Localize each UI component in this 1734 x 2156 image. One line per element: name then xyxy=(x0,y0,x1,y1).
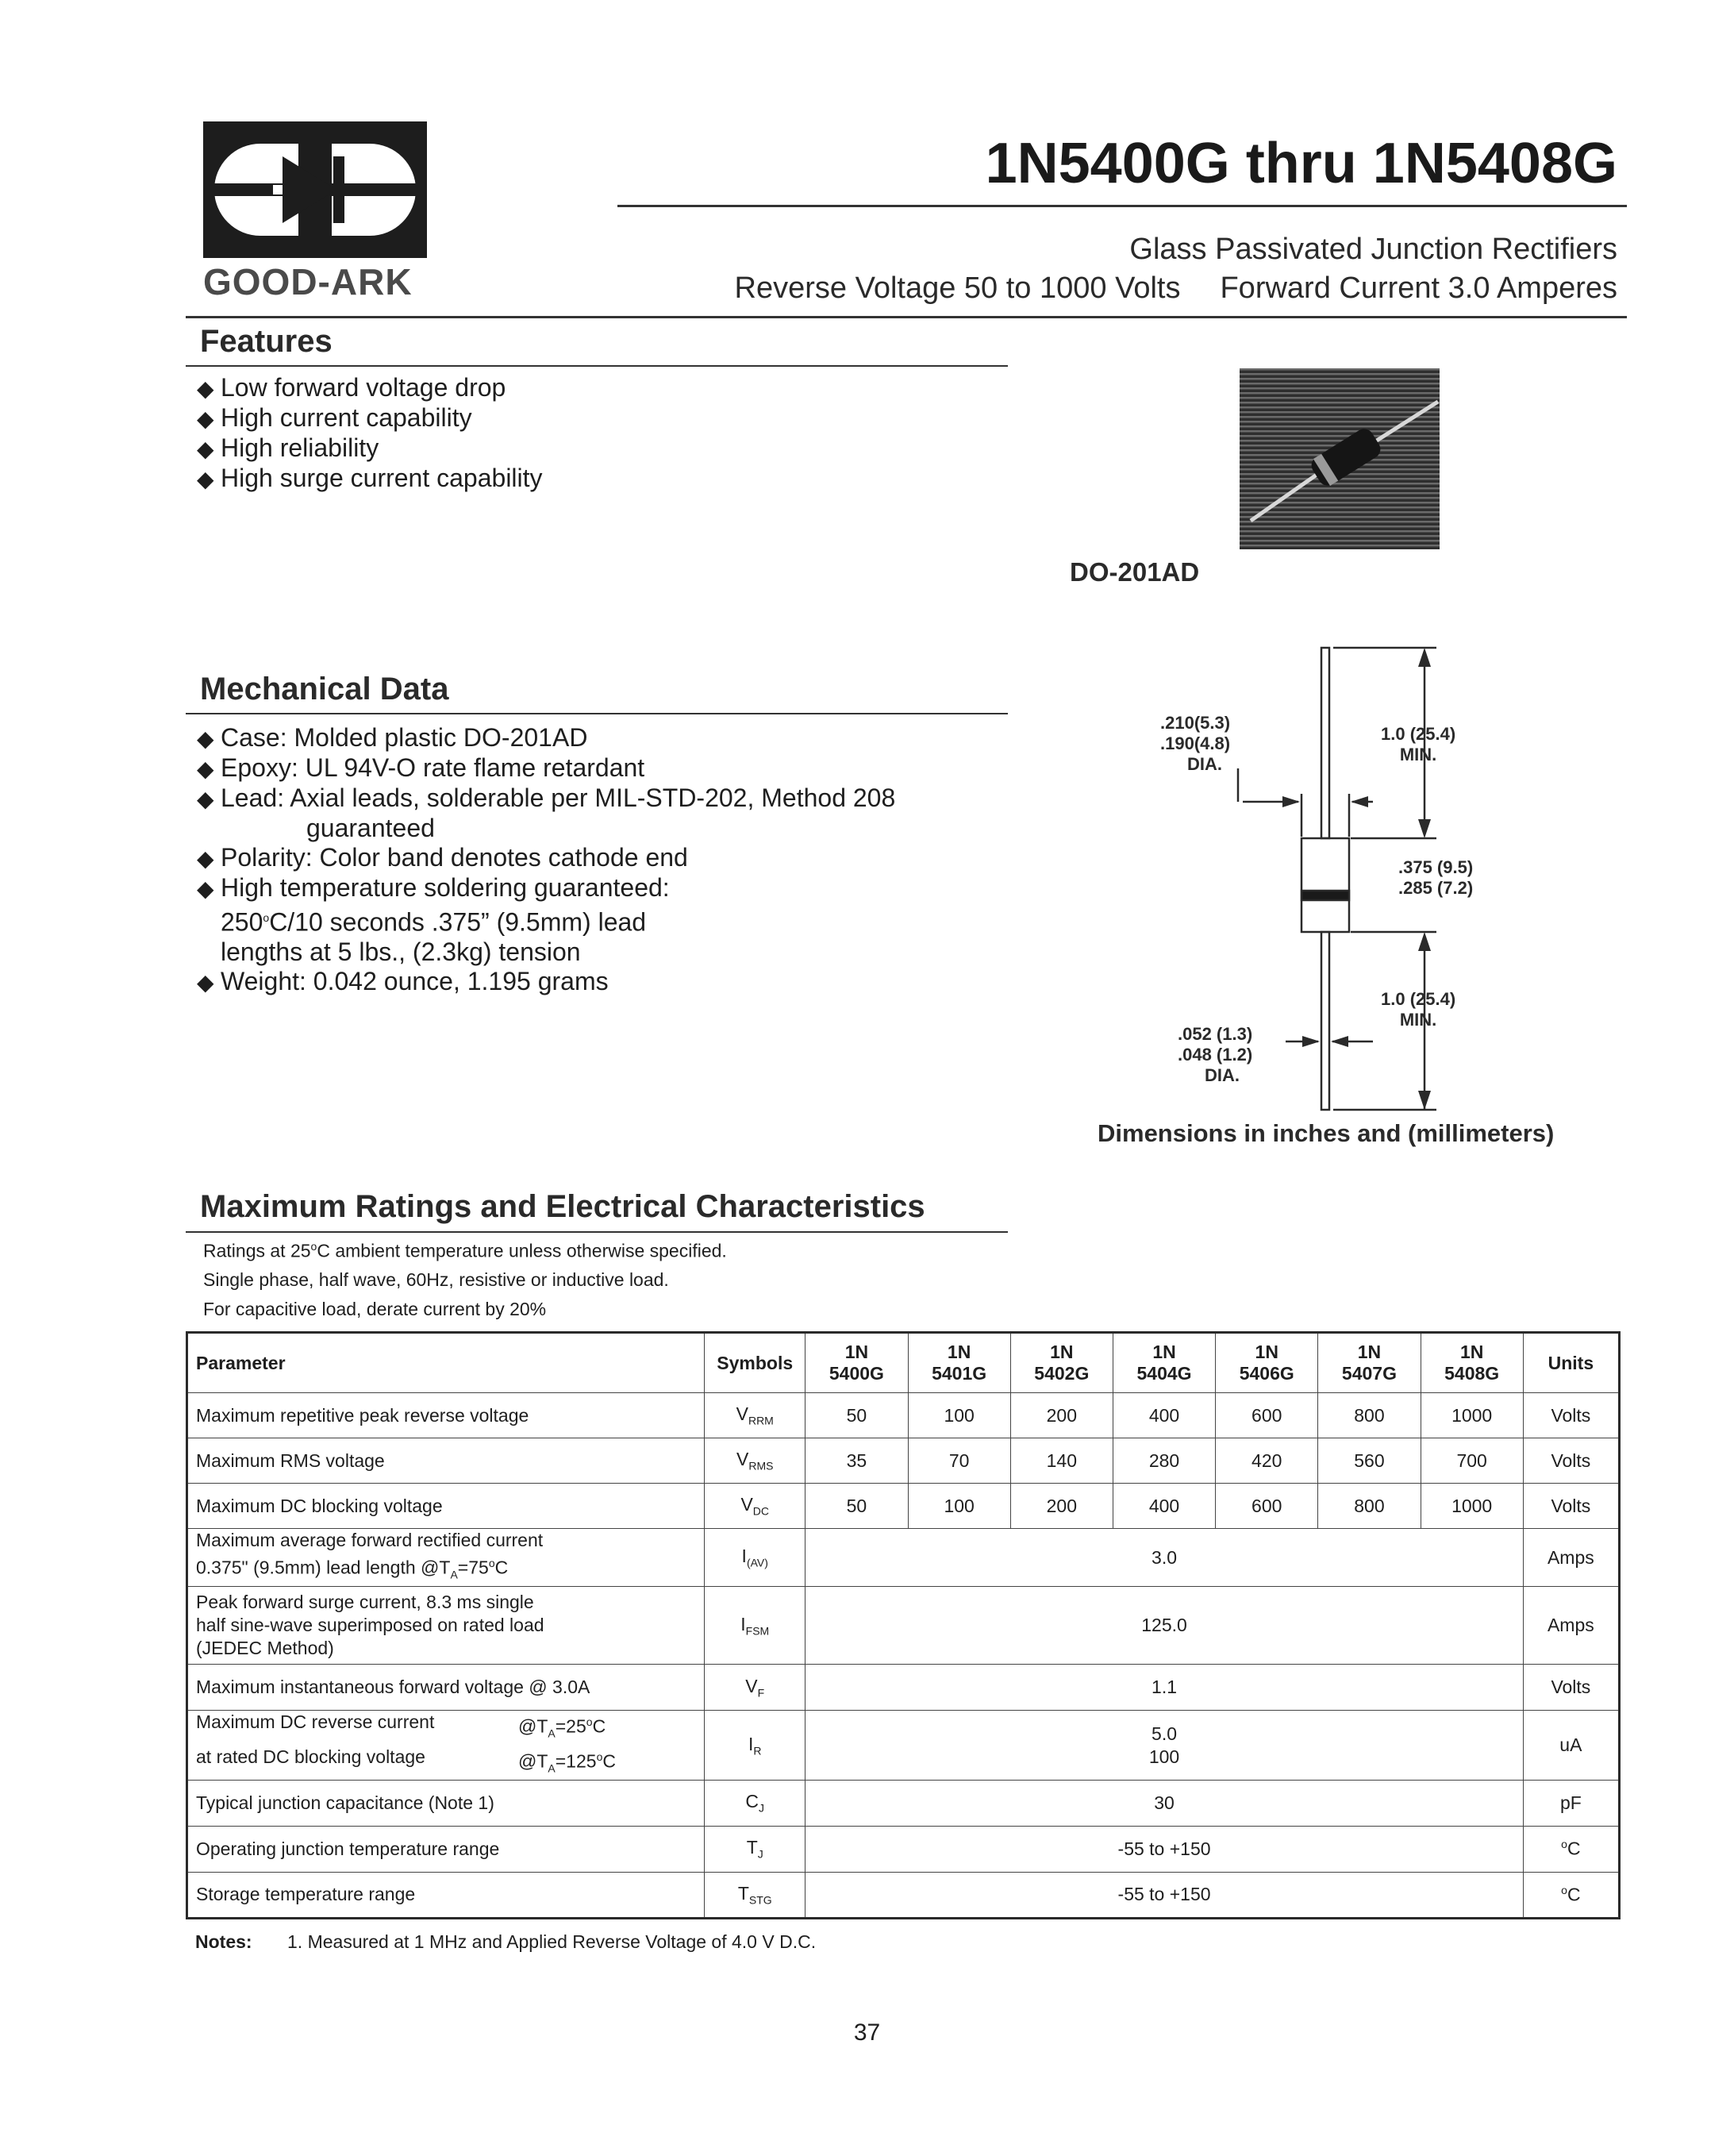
list-item: ◆ Case: Molded plastic DO-201AD xyxy=(197,723,588,752)
dim-bottom-lead-length: 1.0 (25.4) MIN. xyxy=(1381,989,1456,1030)
diamond-bullet-icon: ◆ xyxy=(197,969,214,995)
mechanical-rule xyxy=(186,713,1008,714)
dim-lead-diameter: .052 (1.3) .048 (1.2) DIA. xyxy=(1178,1024,1253,1085)
list-item-continued: lengths at 5 lbs., (2.3kg) tension xyxy=(221,937,581,966)
page-title: 1N5400G thru 1N5408G xyxy=(985,132,1617,195)
list-item: ◆ Weight: 0.042 ounce, 1.195 grams xyxy=(197,966,609,995)
ratings-title: Maximum Ratings and Electrical Characteristics xyxy=(200,1189,925,1224)
header-part: 1N 5408G xyxy=(1421,1333,1523,1393)
list-item-continued: 250$^o$C/10 seconds .375” (9.5mm) lead xyxy=(221,907,647,937)
subtitle-reverse-voltage: Reverse Voltage 50 to 1000 Volts xyxy=(734,271,1181,305)
mechanical-list xyxy=(197,723,895,997)
ratings-note-temperature: Ratings at 25$^o$C ambient temperature unless otherwise specified. xyxy=(203,1240,727,1261)
header-part: 1N 5407G xyxy=(1318,1333,1421,1393)
diode-photo-icon xyxy=(1240,368,1440,549)
package-photo xyxy=(1240,368,1440,549)
header-rule xyxy=(186,316,1627,318)
company-logo xyxy=(203,121,427,258)
subtitle-forward-current: Forward Current 3.0 Amperes xyxy=(1220,271,1617,305)
table-row: Maximum instantaneous forward voltage @ 3.0A $V_F$ 1.1 Volts xyxy=(187,1665,1620,1711)
header-symbols: Symbols xyxy=(705,1333,805,1393)
table-row: Maximum repetitive peak reverse voltage $V_{RRM}$ 50 100 200 400 600 800 1000 Volts xyxy=(187,1393,1620,1438)
list-item: ◆ High surge current capability xyxy=(197,464,543,492)
dim-body-length: .375 (9.5) .285 (7.2) xyxy=(1398,857,1474,898)
features-title: Features xyxy=(200,324,333,359)
mechanical-title: Mechanical Data xyxy=(200,672,449,706)
package-label: DO-201AD xyxy=(1070,557,1200,587)
header-part: 1N 5402G xyxy=(1010,1333,1113,1393)
list-item-continued: guaranteed xyxy=(306,814,435,842)
table-header-row xyxy=(187,1333,1620,1393)
header-part: 1N 5400G xyxy=(805,1333,908,1393)
features-rule xyxy=(186,365,1008,367)
header-part: 1N 5404G xyxy=(1113,1333,1215,1393)
header-part: 1N 5401G xyxy=(908,1333,1010,1393)
note-1: 1. Measured at 1 MHz and Applied Reverse Voltage of 4.0 V D.C. xyxy=(287,1931,817,1952)
ratings-table xyxy=(186,1331,1621,1919)
diamond-bullet-icon: ◆ xyxy=(197,406,214,431)
subtitle-product-type: Glass Passivated Junction Rectifiers xyxy=(1129,233,1617,266)
list-item: ◆ Epoxy: UL 94V-O rate flame retardant xyxy=(197,753,645,782)
diamond-bullet-icon: ◆ xyxy=(197,437,214,461)
ratings-rule xyxy=(186,1231,1008,1233)
header-units: Units xyxy=(1523,1333,1619,1393)
diamond-bullet-icon: ◆ xyxy=(197,757,214,781)
table-row: Peak forward surge current, 8.3 ms single half sine-wave superimposed on rated load (JEDEC Method) $I_{FSM}$ 125.0 Amps xyxy=(187,1587,1620,1665)
table-row: Maximum RMS voltage $V_{RMS}$ 35 70 140 280 420 560 700 Volts xyxy=(187,1438,1620,1484)
table-row: Typical junction capacitance (Note 1) $C_J$ 30 pF xyxy=(187,1780,1620,1826)
list-item: ◆ High reliability xyxy=(197,433,379,462)
list-item: ◆ Polarity: Color band denotes cathode end xyxy=(197,843,688,872)
header-part: 1N 5406G xyxy=(1216,1333,1318,1393)
dim-top-lead-length: 1.0 (25.4) MIN. xyxy=(1381,724,1456,764)
diamond-bullet-icon: ◆ xyxy=(197,376,214,401)
dim-body-diameter: .210(5.3) .190(4.8) DIA. xyxy=(1160,713,1231,774)
title-rule xyxy=(617,205,1627,207)
dimension-caption: Dimensions in inches and (millimeters) xyxy=(1098,1119,1555,1147)
diamond-bullet-icon: ◆ xyxy=(197,467,214,491)
table-row: Operating junction temperature range $T_J$ -55 to +150 $^o$C xyxy=(187,1826,1620,1872)
list-item: ◆ Lead: Axial leads, solderable per MIL-STD-202, Method 208 xyxy=(197,783,896,812)
features-list xyxy=(197,373,543,494)
list-item: ◆ Low forward voltage drop xyxy=(197,373,506,402)
diamond-bullet-icon: ◆ xyxy=(197,846,214,871)
table-row: Maximum DC blocking voltage $V_{DC}$ 50 100 200 400 600 800 1000 Volts xyxy=(187,1484,1620,1529)
page-number: 37 xyxy=(853,2019,881,2046)
subtitle-ratings xyxy=(735,271,1617,306)
list-item: ◆ High temperature soldering guaranteed: xyxy=(197,873,670,902)
list-item: ◆ High current capability xyxy=(197,403,472,432)
diamond-bullet-icon: ◆ xyxy=(197,787,214,811)
logo-diode-icon xyxy=(203,121,427,258)
ratings-note-capacitive: For capacitive load, derate current by 20% xyxy=(203,1299,547,1319)
table-row: Maximum DC reverse current $@T_A=25^oC$ at rated DC blocking voltage $@T_A=125^oC$ $I_R$ 5.0 100 uA xyxy=(187,1711,1620,1781)
table-row: Storage temperature range $T_{STG}$ -55 to +150 $^o$C xyxy=(187,1872,1620,1918)
company-name: GOOD-ARK xyxy=(203,261,413,302)
header-parameter: Parameter xyxy=(187,1333,705,1393)
diamond-bullet-icon: ◆ xyxy=(197,726,214,751)
diamond-bullet-icon: ◆ xyxy=(197,876,214,901)
table-row: Maximum average forward rectified current 0.375" (9.5mm) lead length $@T_A=75^oC$ $I_{(AV)}$ 3.0 Amps xyxy=(187,1529,1620,1587)
notes-label: Notes: xyxy=(195,1931,252,1952)
ratings-note-phase: Single phase, half wave, 60Hz, resistive or inductive load. xyxy=(203,1269,669,1290)
